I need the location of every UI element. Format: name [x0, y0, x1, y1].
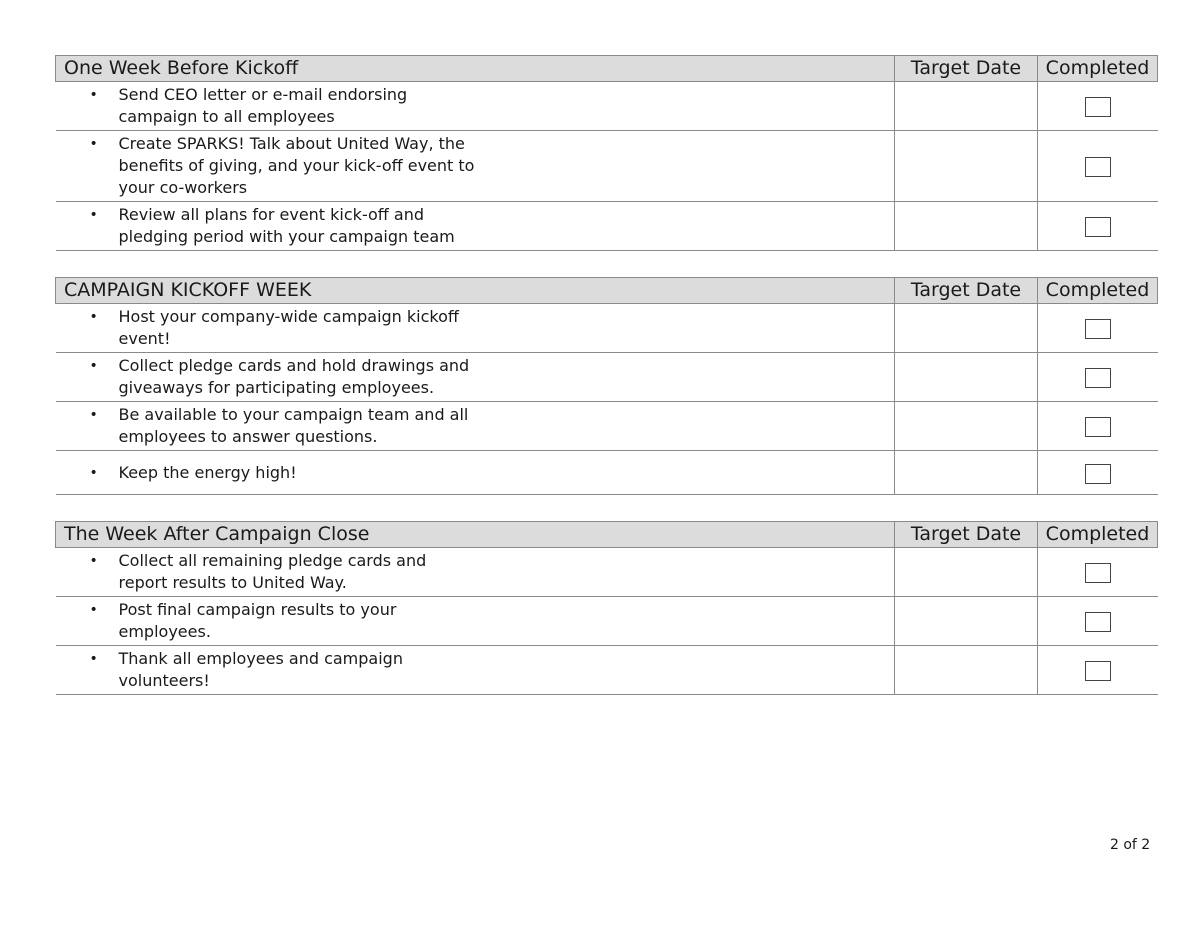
table-row	[56, 131, 1158, 202]
section-title: The Week After Campaign Close	[56, 522, 895, 548]
table-row	[56, 82, 1158, 131]
target-date-cell[interactable]	[895, 353, 1038, 402]
section-title: One Week Before Kickoff	[56, 56, 895, 82]
bullet: •	[89, 136, 98, 152]
completed-checkbox[interactable]	[1085, 97, 1111, 117]
table-row	[56, 353, 1158, 402]
task-text: Collect all remaining pledge cards and report results to United Way.	[118, 551, 427, 592]
task-cell	[56, 131, 895, 202]
task-text: Send CEO letter or e-mail endorsing campaign to all employees	[118, 85, 408, 126]
target-date-cell[interactable]	[895, 304, 1038, 353]
task-cell	[56, 451, 895, 495]
completed-checkbox[interactable]	[1085, 157, 1111, 177]
task-cell	[56, 82, 895, 131]
completed-cell	[1038, 548, 1158, 597]
target-date-cell[interactable]	[895, 202, 1038, 251]
task-cell	[56, 597, 895, 646]
table-row	[56, 597, 1158, 646]
page-number: 2 of 2	[1110, 837, 1151, 853]
table-header-row	[56, 522, 1158, 548]
completed-cell	[1038, 597, 1158, 646]
completed-checkbox[interactable]	[1085, 319, 1111, 339]
completed-checkbox[interactable]	[1085, 661, 1111, 681]
completed-header: Completed	[1038, 56, 1158, 82]
task-text: Post final campaign results to your employees.	[118, 600, 397, 641]
completed-checkbox[interactable]	[1085, 217, 1111, 237]
completed-cell	[1038, 402, 1158, 451]
completed-cell	[1038, 304, 1158, 353]
table-row	[56, 402, 1158, 451]
completed-checkbox[interactable]	[1085, 612, 1111, 632]
task-cell	[56, 353, 895, 402]
target-date-cell[interactable]	[895, 402, 1038, 451]
target-date-header: Target Date	[895, 56, 1038, 82]
target-date-cell[interactable]	[895, 451, 1038, 495]
completed-header: Completed	[1038, 522, 1158, 548]
completed-checkbox[interactable]	[1085, 368, 1111, 388]
target-date-cell[interactable]	[895, 131, 1038, 202]
completed-cell	[1038, 353, 1158, 402]
completed-checkbox[interactable]	[1085, 563, 1111, 583]
table-row	[56, 646, 1158, 695]
task-text: Create SPARKS! Talk about United Way, the benefits of giving, and your kick-off event to your co-workers	[118, 134, 475, 197]
task-text: Review all plans for event kick-off and pledging period with your campaign team	[118, 205, 455, 246]
table-header-row	[56, 56, 1158, 82]
table-row	[56, 202, 1158, 251]
section-title: CAMPAIGN KICKOFF WEEK	[56, 278, 895, 304]
task-cell	[56, 646, 895, 695]
section-week-after-campaign-close	[55, 521, 1157, 695]
task-cell	[56, 548, 895, 597]
target-date-cell[interactable]	[895, 597, 1038, 646]
table-header-row	[56, 278, 1158, 304]
task-cell	[56, 402, 895, 451]
bullet: •	[89, 87, 98, 103]
task-cell	[56, 304, 895, 353]
target-date-cell[interactable]	[895, 646, 1038, 695]
task-text: Host your company-wide campaign kickoff event!	[118, 307, 459, 348]
task-cell	[56, 202, 895, 251]
completed-checkbox[interactable]	[1085, 464, 1111, 484]
table-row	[56, 451, 1158, 495]
checklist-table	[55, 521, 1158, 695]
table-row	[56, 304, 1158, 353]
bullet: •	[89, 407, 98, 423]
target-date-header: Target Date	[895, 522, 1038, 548]
task-text: Be available to your campaign team and all employees to answer questions.	[118, 405, 469, 446]
bullet: •	[89, 651, 98, 667]
section-campaign-kickoff-week	[55, 277, 1157, 495]
checklist-table	[55, 277, 1158, 495]
target-date-header: Target Date	[895, 278, 1038, 304]
task-text: Thank all employees and campaign volunteers!	[118, 649, 403, 690]
target-date-cell[interactable]	[895, 548, 1038, 597]
completed-cell	[1038, 202, 1158, 251]
bullet: •	[89, 602, 98, 618]
table-row	[56, 548, 1158, 597]
task-text: Collect pledge cards and hold drawings and giveaways for participating employees.	[118, 356, 470, 397]
completed-cell	[1038, 646, 1158, 695]
bullet: •	[89, 207, 98, 223]
completed-cell	[1038, 82, 1158, 131]
completed-checkbox[interactable]	[1085, 417, 1111, 437]
completed-cell	[1038, 131, 1158, 202]
bullet: •	[89, 309, 98, 325]
completed-cell	[1038, 451, 1158, 495]
checklist-table	[55, 55, 1158, 251]
bullet: •	[89, 465, 98, 481]
section-one-week-before-kickoff	[55, 55, 1157, 251]
bullet: •	[89, 553, 98, 569]
bullet: •	[89, 358, 98, 374]
target-date-cell[interactable]	[895, 82, 1038, 131]
completed-header: Completed	[1038, 278, 1158, 304]
task-text: Keep the energy high!	[118, 463, 297, 482]
